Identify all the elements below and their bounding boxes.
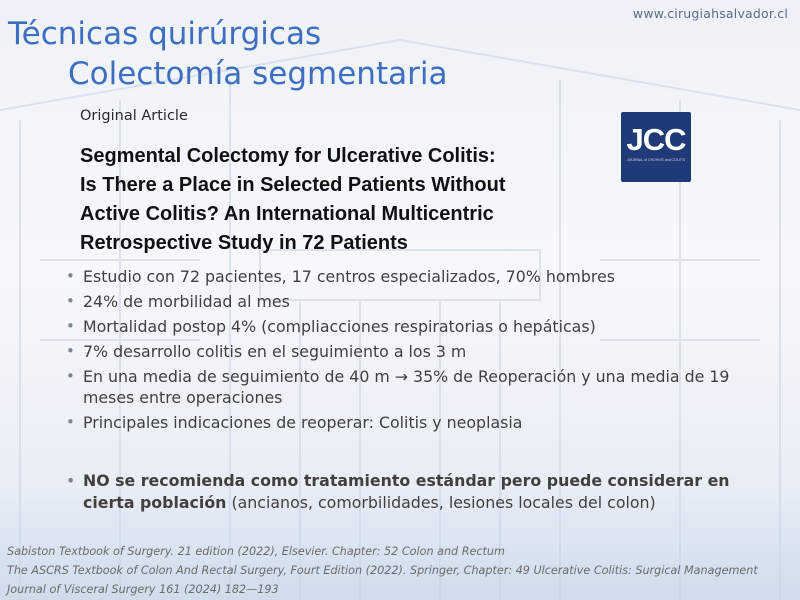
slide-title: Técnicas quirúrgicas — [8, 16, 322, 52]
article-title-line: Segmental Colectomy for Ulcerative Colitis: — [80, 145, 496, 167]
list-item — [66, 291, 766, 312]
list-item — [66, 341, 766, 362]
article-title-line: Is There a Place in Selected Patients Without — [80, 174, 506, 196]
list-item-text: En una media de seguimiento de 40 m → 35% de Reoperación y una media de 19 meses entre operaciones — [83, 367, 730, 407]
list-item — [66, 366, 766, 408]
article-title-line: Retrospective Study in 72 Patients — [80, 232, 408, 254]
list-item-text: Principales indicaciones de reoperar: Colitis y neoplasia — [83, 413, 523, 432]
journal-logo-subtitle: JOURNAL of CROHN'S and COLITIS — [626, 158, 686, 162]
article-type-label: Original Article — [80, 108, 188, 124]
list-item-text: 7% desarrollo colitis en el seguimiento a los 3 m — [83, 342, 467, 361]
recommendation-bold: NO se recomienda como tratamiento estándar pero puede considerar en cierta población — [83, 471, 730, 512]
slide-subtitle: Colectomía segmentaria — [68, 56, 448, 92]
list-item — [66, 316, 766, 337]
reference-item: Journal of Visceral Surgery 161 (2024) 182—193 — [7, 583, 279, 596]
article-title-line: Active Colitis? An International Multicentric — [80, 203, 494, 225]
list-item — [66, 412, 766, 433]
bullet-icon: • — [66, 413, 75, 431]
recommendation — [66, 470, 766, 514]
article-title — [80, 142, 600, 258]
bullet-icon: • — [66, 292, 75, 310]
bullet-icon: • — [66, 317, 75, 335]
list-item-text: Estudio con 72 pacientes, 17 centros especializados, 70% hombres — [83, 267, 616, 286]
recommendation-text: (ancianos, comorbilidades, lesiones locales del colon) — [226, 493, 656, 512]
journal-logo-letters: JCC — [626, 122, 686, 157]
bullet-icon: • — [66, 471, 76, 490]
reference-item: Sabiston Textbook of Surgery. 21 edition (2022), Elsevier. Chapter: 52 Colon and Rectum — [7, 545, 505, 558]
list-item-text: 24% de morbilidad al mes — [83, 292, 290, 311]
list-item — [66, 266, 766, 287]
journal-logo — [621, 112, 691, 182]
bullet-icon: • — [66, 367, 75, 385]
site-url: www.cirugiahsalvador.cl — [632, 6, 788, 21]
bullet-icon: • — [66, 342, 75, 360]
reference-item: The ASCRS Textbook of Colon And Rectal Surgery, Fourt Edition (2022). Springer, Chapter: 49 Ulcerative Colitis: Surgical Management — [7, 564, 758, 577]
findings-list — [66, 266, 766, 437]
bullet-icon: • — [66, 267, 75, 285]
list-item-text: Mortalidad postop 4% (compliacciones respiratorias o hepáticas) — [83, 317, 596, 336]
references — [7, 542, 758, 599]
